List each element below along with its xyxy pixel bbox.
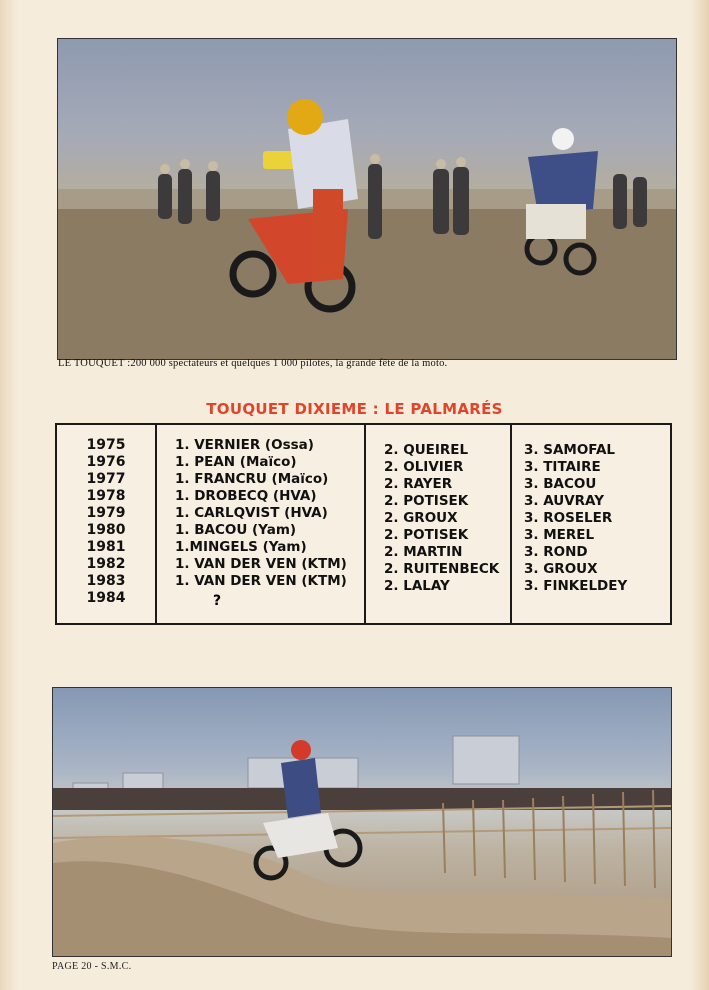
page-footer: PAGE 20 - S.M.C. [52, 961, 132, 972]
year-cell: 1983 [86, 573, 126, 589]
second-place-cell: 2. RAYER [384, 476, 453, 492]
third-place-cell: 3. SAMOFAL [524, 442, 616, 458]
third-place-cell: 3. GROUX [524, 561, 598, 577]
first-place-cell: 1. PEAN (Maïco) [175, 454, 297, 470]
third-place-cell: 3. TITAIRE [524, 459, 601, 475]
first-place-cell: 1. BACOU (Yam) [175, 522, 297, 538]
first-place-cell: 1. FRANCRU (Maïco) [175, 471, 329, 487]
second-place-cell: 2. RUITENBECK [384, 561, 500, 577]
photo-caption: LE TOUQUET :200 000 spectateurs et quelques 1 000 pilotes, la grande fête de la moto. [58, 358, 448, 369]
third-place-cell: 3. FINKELDEY [524, 578, 628, 594]
first-place-cell: 1.MINGELS (Yam) [175, 539, 307, 555]
photo-rider-jump-illustration [53, 688, 671, 956]
first-place-cell: 1. VAN DER VEN (KTM) [175, 573, 347, 589]
second-place-cell: 2. POTISEK [384, 493, 469, 509]
years-column [57, 425, 155, 623]
first-place-cell: 1. VERNIER (Ossa) [175, 437, 314, 453]
second-place-column [364, 425, 510, 623]
second-place-cell: 2. LALAY [384, 578, 450, 594]
second-place-cell: 2. QUEIREL [384, 442, 469, 458]
first-place-column [155, 425, 364, 623]
year-cell: 1984 [86, 590, 126, 606]
third-place-cell: 3. MEREL [524, 527, 595, 543]
year-cell: 1981 [86, 539, 126, 555]
second-place-cell: 2. GROUX [384, 510, 458, 526]
year-cell: 1979 [86, 505, 126, 521]
first-place-1984-cell: ? [213, 593, 222, 609]
year-cell: 1978 [86, 488, 126, 504]
second-place-cell: 2. POTISEK [384, 527, 469, 543]
year-cell: 1975 [86, 437, 126, 453]
palmares-table [55, 423, 672, 625]
third-place-cell: 3. AUVRAY [524, 493, 604, 509]
photo-beach-riders-illustration [58, 39, 676, 359]
third-place-cell: 3. ROND [524, 544, 588, 560]
photo-beach-riders [57, 38, 677, 360]
third-place-column [510, 425, 670, 623]
year-cell: 1982 [86, 556, 126, 572]
photo-rider-jump [52, 687, 672, 957]
first-place-cell: 1. VAN DER VEN (KTM) [175, 556, 347, 572]
third-place-cell: 3. BACOU [524, 476, 597, 492]
third-place-cell: 3. ROSELER [524, 510, 613, 526]
first-place-cell: 1. CARLQVIST (HVA) [175, 505, 328, 521]
year-cell: 1976 [86, 454, 126, 470]
second-place-cell: 2. OLIVIER [384, 459, 464, 475]
year-cell: 1977 [86, 471, 126, 487]
first-place-cell: 1. DROBECQ (HVA) [175, 488, 317, 504]
year-cell: 1980 [86, 522, 126, 538]
palmares-title: TOUQUET DIXIEME : LE PALMARÉS [206, 400, 503, 418]
second-place-cell: 2. MARTIN [384, 544, 463, 560]
